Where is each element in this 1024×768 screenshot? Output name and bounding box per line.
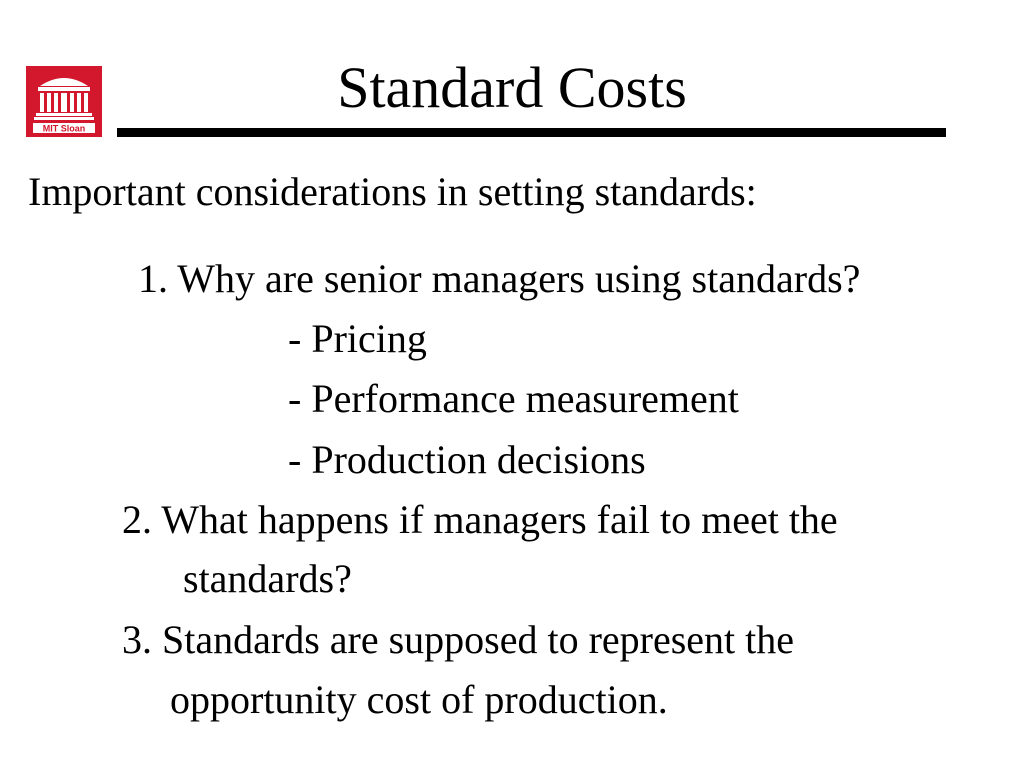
question-2-continuation: standards?: [183, 556, 352, 601]
bullet-item: - Pricing: [288, 316, 427, 361]
question-2: 2. What happens if managers fail to meet the: [122, 497, 838, 542]
question-1: 1. Why are senior managers using standards?: [138, 256, 861, 301]
logo-wordmark: MIT Sloan: [42, 123, 86, 134]
bullet-item: - Performance measurement: [288, 376, 739, 421]
question-3: 3. Standards are supposed to represent the: [122, 617, 795, 662]
page-title: Standard Costs: [337, 55, 687, 120]
bullet-item: - Production decisions: [288, 437, 646, 482]
title-underline: [117, 128, 946, 137]
intro-text: Important considerations in setting standards:: [28, 169, 757, 214]
question-3-continuation: opportunity cost of production.: [170, 677, 668, 722]
